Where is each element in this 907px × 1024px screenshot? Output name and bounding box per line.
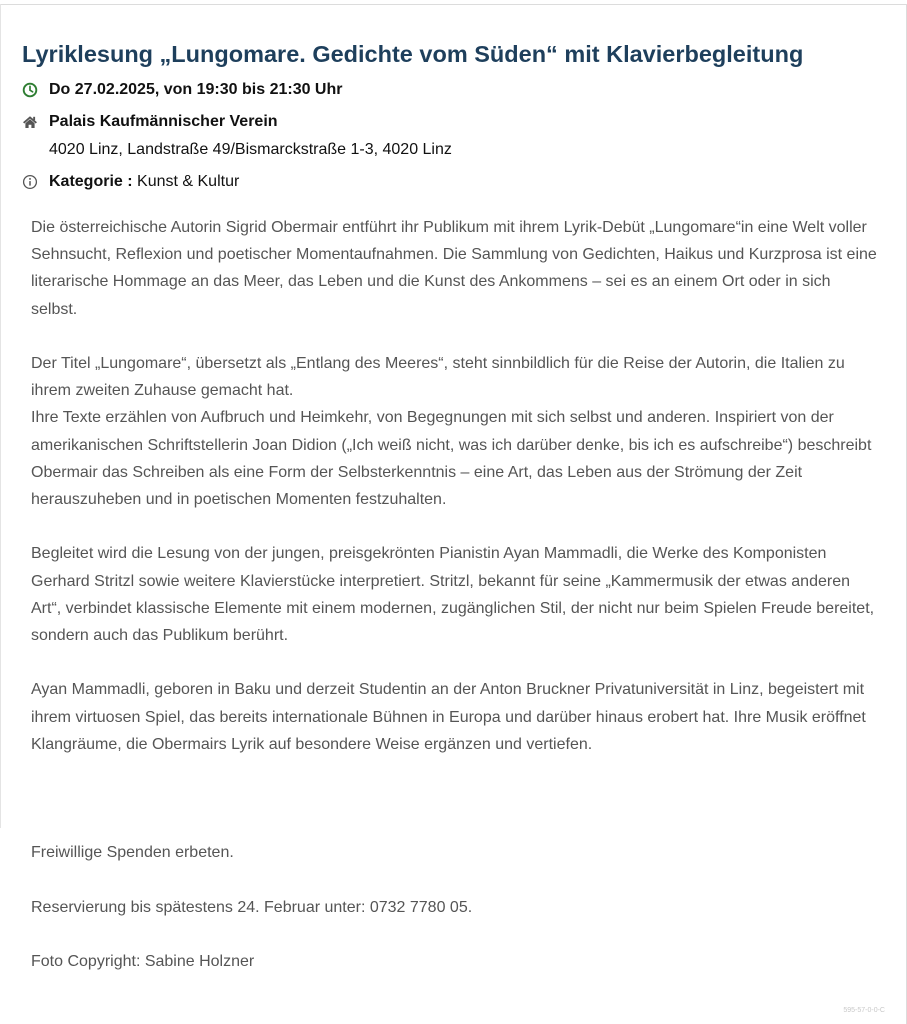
home-icon xyxy=(22,114,38,130)
category xyxy=(49,171,239,193)
description-paragraph: Ayan Mammadli, geboren in Baku und derzeit Studentin an der Anton Bruckner Privatuniversität in Linz, begeistert mit ihrem virtuosen Spiel, das bereits internationale Bühnen in Europa und darüber hinaus erobert hat. Ihre Musik eröffnet Klangräume, die Obermairs Lyrik auf besondere Weise ergänzen und vertiefen. xyxy=(31,681,866,753)
info-icon xyxy=(22,174,38,190)
left-border xyxy=(0,4,1,828)
description-paragraph: Begleitet wird die Lesung von der jungen, preisgekrönten Pianistin Ayan Mammadli, die Werke des Komponisten Gerhard Stritzl sowie weitere Klavierstücke interpretiert. Stritzl, bekannt für seine „Kammermusik der etwas anderen Art“, verbindet klassische Elemente mit einem modernen, zugänglichen Stil, der nicht nur beim Spielen Freude bereitet, sondern auch das Publikum berührt. xyxy=(31,545,875,645)
photo-copyright: Foto Copyright: Sabine Holzner xyxy=(31,953,255,970)
donation-note: Freiwillige Spenden erbeten. xyxy=(31,844,234,861)
description-paragraph: Die österreichische Autorin Sigrid Obermair entführt ihr Publikum mit ihrem Lyrik-Debüt „Lungomare“in eine Welt voller Sehnsucht, Reflexion und poetischer Momentaufnahmen. Die Sammlung von Gedichten, Haikus und Kurzprosa ist eine literarische Hommage an das Meer, das Leben und die Kunst des Ankommens – sei es an einem Ort oder in sich selbst. xyxy=(31,219,877,318)
category-value: Kunst & Kultur xyxy=(137,173,240,190)
event-datetime: Do 27.02.2025, von 19:30 bis 21:30 Uhr xyxy=(49,81,343,98)
description-sentence: Der Titel „Lungomare“, übersetzt als „Entlang des Meeres“, steht sinnbildlich für die Reise der Autorin, die Italien zu ihrem zweiten Zuhause gemacht hat. xyxy=(31,355,845,400)
reservation-note: Reservierung bis spätestens 24. Februar unter: 0732 7780 05. xyxy=(31,899,473,916)
footer-code: 595-57-0-0-C xyxy=(843,1007,885,1014)
description-sentence: Ihre Texte erzählen von Aufbruch und Heimkehr, von Begegnungen mit sich selbst und anderen. Inspiriert von der amerikanischen Schriftstellerin Joan Didion („Ich weiß nicht, was ich darüber denke, bis ich es aufschreibe“) beschreibt Obermair das Schreiben als eine Form der Selbsterkenntnis – eine Art, das Leben aus der Strömung der Zeit herauszuheben und in poetischen Momenten festzuhalten. xyxy=(31,409,872,509)
venue-address: 4020 Linz, Landstraße 49/Bismarckstraße 1-3, 4020 Linz xyxy=(49,141,452,158)
venue-name: Palais Kaufmännischer Verein xyxy=(49,113,278,130)
event-title: Lyriklesung „Lungomare. Gedichte vom Süden“ mit Klavierbegleitung xyxy=(22,41,804,67)
event-description xyxy=(31,214,881,758)
category-label: Kategorie : xyxy=(49,173,133,190)
description-paragraph xyxy=(31,350,881,513)
top-border xyxy=(0,4,907,5)
clock-icon xyxy=(22,82,38,98)
